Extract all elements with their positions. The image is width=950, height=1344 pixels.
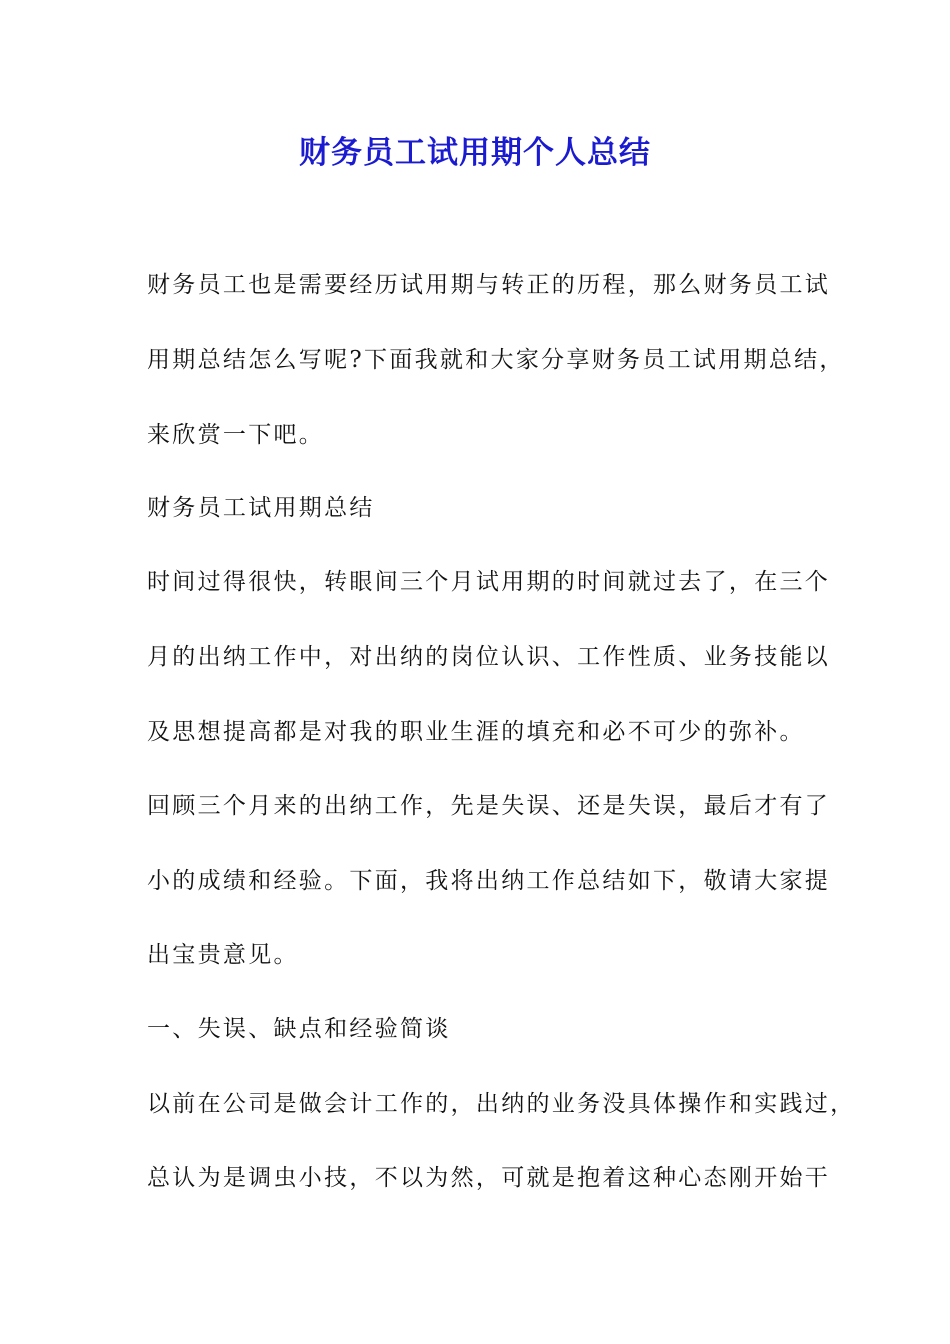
paragraph-line: 时间过得很快，转眼间三个月试用期的时间就过去了，在三个 — [147, 569, 831, 595]
paragraph-line: 以前在公司是做会计工作的，出纳的业务没具体操作和实践过， — [147, 1091, 856, 1117]
paragraph-line: 来欣赏一下吧。 — [147, 422, 325, 448]
paragraph-line: 用期总结怎么写呢?下面我就和大家分享财务员工试用期总结， — [147, 347, 845, 373]
paragraph-line: 回顾三个月来的出纳工作，先是失误、还是失误，最后才有了 — [147, 793, 831, 819]
section-heading: 一、失误、缺点和经验简谈 — [147, 1016, 451, 1042]
paragraph-line: 出宝贵意见。 — [147, 942, 299, 968]
paragraph-line: 总认为是调虫小技，不以为然，可就是抱着这种心态刚开始干 — [147, 1165, 831, 1191]
document-title: 财务员工试用期个人总结 — [299, 135, 651, 171]
section-heading: 财务员工试用期总结 — [147, 495, 375, 521]
paragraph-line: 月的出纳工作中，对出纳的岗位认识、工作性质、业务技能以 — [147, 644, 831, 670]
paragraph-line: 及思想提高都是对我的职业生涯的填充和必不可少的弥补。 — [147, 719, 805, 745]
paragraph-line: 小的成绩和经验。下面，我将出纳工作总结如下，敬请大家提 — [147, 868, 831, 894]
paragraph-line: 财务员工也是需要经历试用期与转正的历程，那么财务员工试 — [147, 272, 831, 298]
